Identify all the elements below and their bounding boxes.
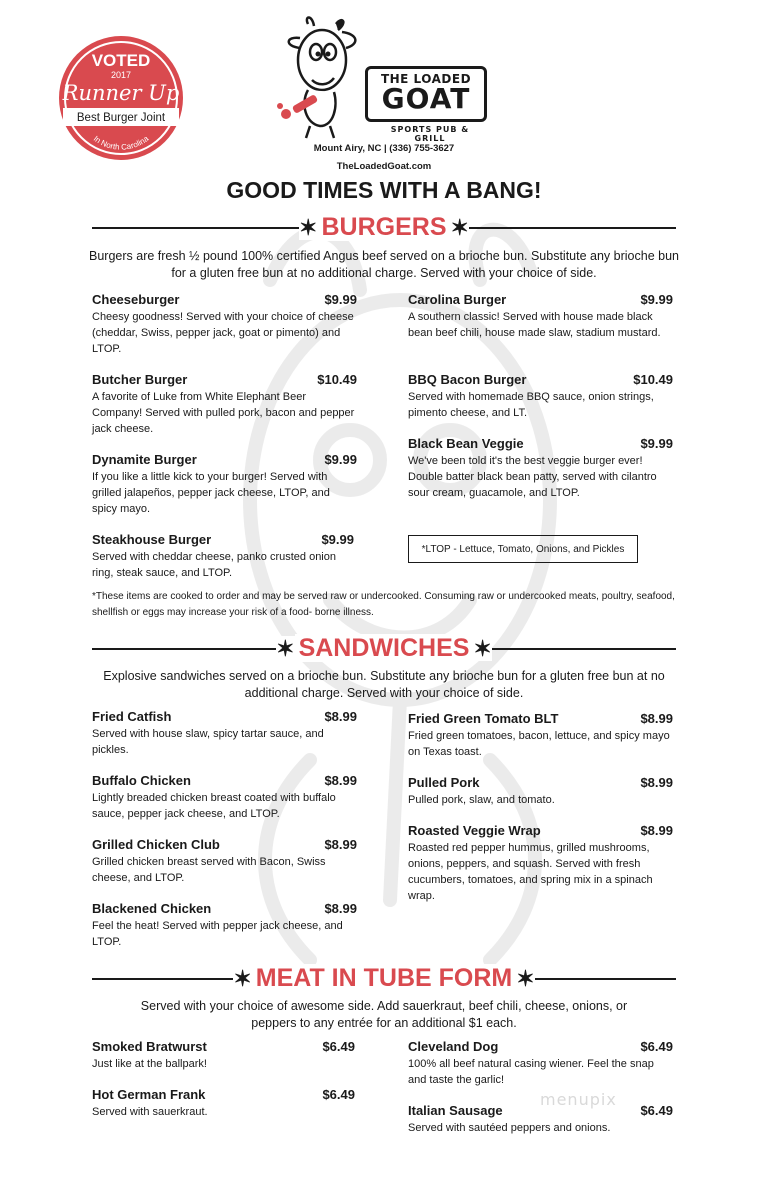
star-icon: ✶ <box>450 215 469 240</box>
badge-voted: VOTED <box>91 51 151 70</box>
item-name: Pulled Pork <box>408 775 480 790</box>
section-title: SANDWICHES <box>295 634 474 662</box>
section-intro: Served with your choice of awesome side. Add sauerkraut, beef chili, cheese, onions, or peppers to any entrée for an additional $1 each. <box>140 999 628 1030</box>
section-heading-burgers <box>92 213 676 241</box>
item-name: Buffalo Chicken <box>92 773 191 788</box>
item-price: $9.99 <box>640 436 673 451</box>
badge-region: In North Carolina <box>91 134 151 152</box>
menu-item <box>408 775 673 808</box>
menu-item <box>92 1087 355 1120</box>
website-link[interactable]: TheLoadedGoat.com <box>336 161 432 172</box>
item-price: $8.99 <box>640 711 673 726</box>
item-description: Roasted red pepper hummus, grilled mushrooms, onions, peppers, and squash. Served with fresh cucumbers, tomatoes, and spring mix in a spinach wrap. <box>408 842 653 902</box>
item-name: BBQ Bacon Burger <box>408 372 527 387</box>
contact-info: Mount Airy, NC | (336) 755-3627 <box>313 143 455 154</box>
menupix-watermark: menupix <box>540 1090 617 1109</box>
star-icon: ✶ <box>299 215 318 240</box>
item-description: 100% all beef natural casing wiener. Feel the snap and taste the garlic! <box>408 1058 654 1086</box>
menu-item <box>92 901 357 950</box>
menu-item <box>92 837 357 886</box>
item-name: Grilled Chicken Club <box>92 837 220 852</box>
item-price: $8.99 <box>324 837 357 852</box>
logo <box>365 66 487 122</box>
logo-the-loaded: THE LOADED <box>380 72 472 86</box>
item-price: $6.49 <box>322 1039 355 1054</box>
menu-item <box>92 773 357 822</box>
item-name: Blackened Chicken <box>92 901 212 916</box>
item-name: Cleveland Dog <box>408 1039 499 1054</box>
item-description: Cheesy goodness! Served with your choice of cheese (cheddar, Swiss, pepper jack, goat or pimento) and LTOP. <box>92 311 354 355</box>
item-name: Black Bean Veggie <box>408 436 524 451</box>
menu-item <box>408 372 673 421</box>
menu-item <box>92 1039 355 1072</box>
item-description: Served with house slaw, spicy tartar sauce, and pickles. <box>92 728 324 756</box>
item-price: $8.99 <box>640 823 673 838</box>
item-description: A favorite of Luke from White Elephant Beer Company! Served with pulled pork, bacon and pepper jack cheese. <box>92 391 355 435</box>
menu-item <box>408 711 673 760</box>
item-price: $8.99 <box>640 775 673 790</box>
tagline: GOOD TIMES WITH A BANG! <box>226 177 542 203</box>
item-price: $9.99 <box>324 292 357 307</box>
star-icon: ✶ <box>473 636 492 661</box>
item-description: We've been told it's the best veggie burger ever! Double batter black bean patty, served with cilantro sour cream, guacamole, and LTOP. <box>408 455 657 499</box>
item-price: $6.49 <box>322 1087 355 1102</box>
item-description: If you like a little kick to your burger! Served with grilled jalapeños, pepper jack cheese, LTOP, and spicy mayo. <box>92 471 330 515</box>
item-price: $8.99 <box>324 901 357 916</box>
menu-item <box>92 292 357 357</box>
item-description: Served with cheddar cheese, panko crusted onion ring, steak sauce, and LTOP. <box>92 551 336 579</box>
menu-item <box>408 1039 673 1088</box>
section-title: BURGERS <box>317 213 450 241</box>
menu-item <box>92 452 357 517</box>
section-title: MEAT IN TUBE FORM <box>252 964 516 992</box>
item-description: Served with homemade BBQ sauce, onion strings, pimento cheese, and LT. <box>408 391 654 419</box>
menu-item <box>92 372 357 437</box>
item-name: Cheeseburger <box>92 292 180 307</box>
star-icon: ✶ <box>516 966 535 991</box>
item-price: $10.49 <box>317 372 357 387</box>
item-price: $8.99 <box>324 709 357 724</box>
item-description: Pulled pork, slaw, and tomato. <box>408 794 555 806</box>
star-icon: ✶ <box>233 966 252 991</box>
item-name: Dynamite Burger <box>92 452 197 467</box>
item-price: $9.99 <box>640 292 673 307</box>
item-price: $9.99 <box>324 452 357 467</box>
item-name: Steakhouse Burger <box>92 532 212 547</box>
item-price: $8.99 <box>324 773 357 788</box>
menu-item <box>408 292 673 341</box>
item-name: Carolina Burger <box>408 292 507 307</box>
item-name: Smoked Bratwurst <box>92 1039 207 1054</box>
logo-goat: GOAT <box>381 82 471 115</box>
badge-award: Best Burger Joint <box>76 112 166 124</box>
section-intro: Explosive sandwiches served on a brioche bun. Substitute any brioche bun for a gluten free bun at no additional charge. Served with your choice of side. <box>103 669 665 700</box>
item-description: Lightly breaded chicken breast coated with buffalo sauce, pepper jack cheese, and LTOP. <box>92 792 336 820</box>
item-description: Feel the heat! Served with pepper jack cheese, and LTOP. <box>92 920 343 948</box>
item-name: Butcher Burger <box>92 372 188 387</box>
item-description: Served with sauerkraut. <box>92 1106 208 1118</box>
item-price: $6.49 <box>640 1039 673 1054</box>
item-name: Italian Sausage <box>408 1103 503 1118</box>
item-description: Fried green tomatoes, bacon, lettuce, and spicy mayo on Texas toast. <box>408 730 670 758</box>
item-description: Served with sautéed peppers and onions. <box>408 1122 611 1134</box>
item-description: A southern classic! Served with house made black bean beef chili, house made slaw, stadium mustard. <box>408 311 661 339</box>
logo-subtitle: SPORTS PUB & GRILL <box>390 125 470 143</box>
badge-year: 2017 <box>110 70 132 80</box>
item-name: Roasted Veggie Wrap <box>408 823 541 838</box>
star-icon: ✶ <box>276 636 295 661</box>
runner-up-badge <box>57 34 185 162</box>
disclaimer: *These items are cooked to order and may be served raw or undercooked. Consuming raw or undercooked meats, poultry, seafood, shellfish or eggs may increase your risk of a food- borne illness. <box>92 591 675 618</box>
item-price: $6.49 <box>640 1103 673 1118</box>
goat-mascot-icon <box>272 14 368 144</box>
section-intro: Burgers are fresh ½ pound 100% certified Angus beef served on a brioche bun. Substitute any brioche bun for a gluten free bun at no additional charge. Served with your choice of side. <box>89 249 679 280</box>
menu-item <box>408 436 673 501</box>
badge-runner-up: Runner Up <box>62 81 180 105</box>
section-heading-meat-in-tube-form <box>92 964 676 992</box>
item-description: Just like at the ballpark! <box>92 1058 207 1070</box>
item-name: Hot German Frank <box>92 1087 206 1102</box>
menu-item <box>408 823 673 904</box>
item-name: Fried Green Tomato BLT <box>408 711 559 726</box>
item-price: $10.49 <box>633 372 673 387</box>
menu-item <box>92 532 354 581</box>
menu-item <box>92 709 357 758</box>
item-name: Fried Catfish <box>92 709 172 724</box>
item-price: $9.99 <box>321 532 354 547</box>
section-heading-sandwiches <box>92 634 676 662</box>
item-description: Grilled chicken breast served with Bacon, Swiss cheese, and LTOP. <box>92 856 326 884</box>
ltop-note: *LTOP - Lettuce, Tomato, Onions, and Pickles <box>408 535 638 563</box>
